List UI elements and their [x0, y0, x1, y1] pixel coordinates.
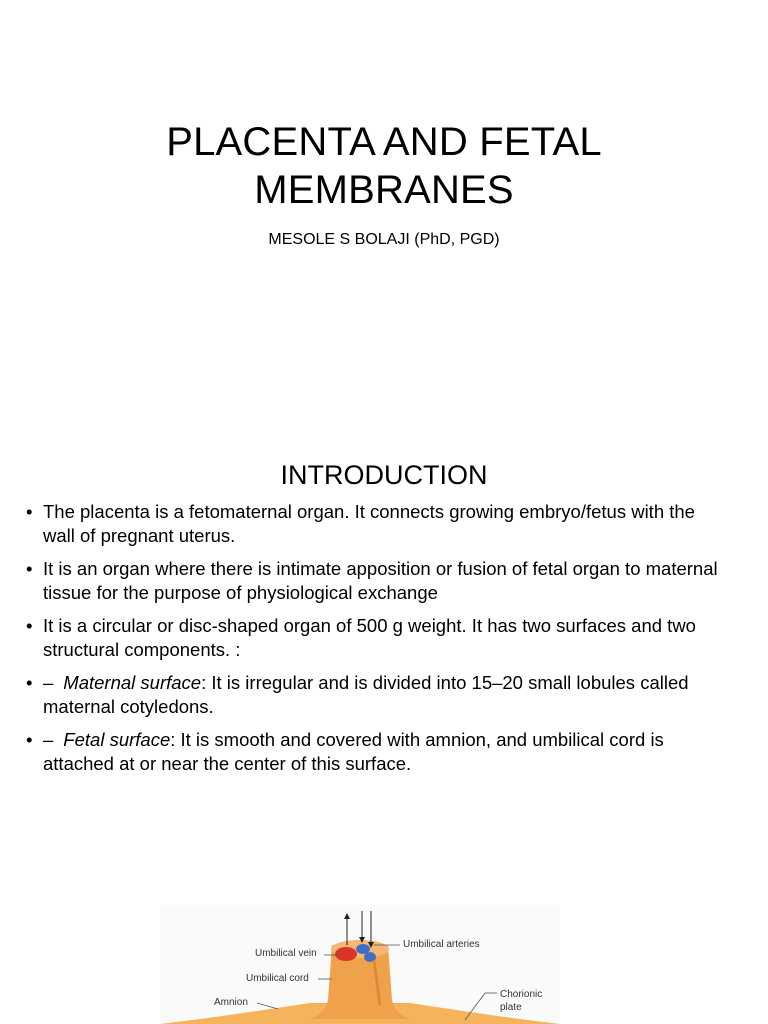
term-fetal-surface: Fetal surface — [63, 729, 171, 750]
bullet-item — [26, 500, 726, 548]
bullet-item — [26, 557, 726, 605]
placenta-diagram — [160, 905, 560, 1024]
author-line: MESOLE S BOLAJI (PhD, PGD) — [268, 231, 500, 248]
bullet-text: : It is irregular and is divided into 15–20 small lobules called maternal cotyledons. — [43, 672, 689, 717]
bullet-item — [26, 614, 726, 662]
title-line-1: PLACENTA AND FETAL — [166, 120, 602, 164]
bullet-list — [26, 500, 726, 785]
bullet-icon: • — [26, 558, 33, 579]
label-amnion: Amnion — [214, 997, 248, 1008]
dash-mark: – — [43, 729, 54, 750]
bullet-icon: • — [26, 672, 33, 693]
dash-mark: – — [43, 672, 54, 693]
bullet-icon: • — [26, 729, 33, 750]
bullet-icon: • — [26, 615, 33, 636]
bullet-item — [26, 671, 726, 719]
label-umbilical-vein: Umbilical vein — [255, 948, 317, 959]
term-maternal-surface: Maternal surface — [63, 672, 202, 693]
bullet-icon: • — [26, 501, 33, 522]
bullet-text: The placenta is a fetomaternal organ. It connects growing embryo/fetus with the wall of pregnant uterus. — [43, 501, 695, 546]
label-umbilical-cord: Umbilical cord — [246, 973, 309, 984]
bullet-item — [26, 728, 726, 776]
label-umbilical-arteries: Umbilical arteries — [403, 939, 480, 950]
umbilical-vein-vessel — [335, 947, 357, 961]
title-line-2: MEMBRANES — [254, 168, 514, 212]
bullet-text: It is an organ where there is intimate apposition or fusion of fetal organ to maternal tissue for the purpose of physiological exchange — [43, 558, 718, 603]
leader-line-amnion — [257, 1003, 278, 1009]
slide-title — [0, 118, 768, 214]
bullet-text: It is a circular or disc-shaped organ of 500 g weight. It has two surfaces and two structural components. : — [43, 615, 696, 660]
section-heading: INTRODUCTION — [280, 460, 488, 490]
label-chorionic: Chorionic — [500, 989, 543, 1000]
label-plate: plate — [500, 1002, 522, 1013]
bullet-text: : It is smooth and covered with amnion, and umbilical cord is attached at or near the center of this surface. — [43, 729, 664, 774]
arrow-up-icon — [344, 913, 350, 919]
